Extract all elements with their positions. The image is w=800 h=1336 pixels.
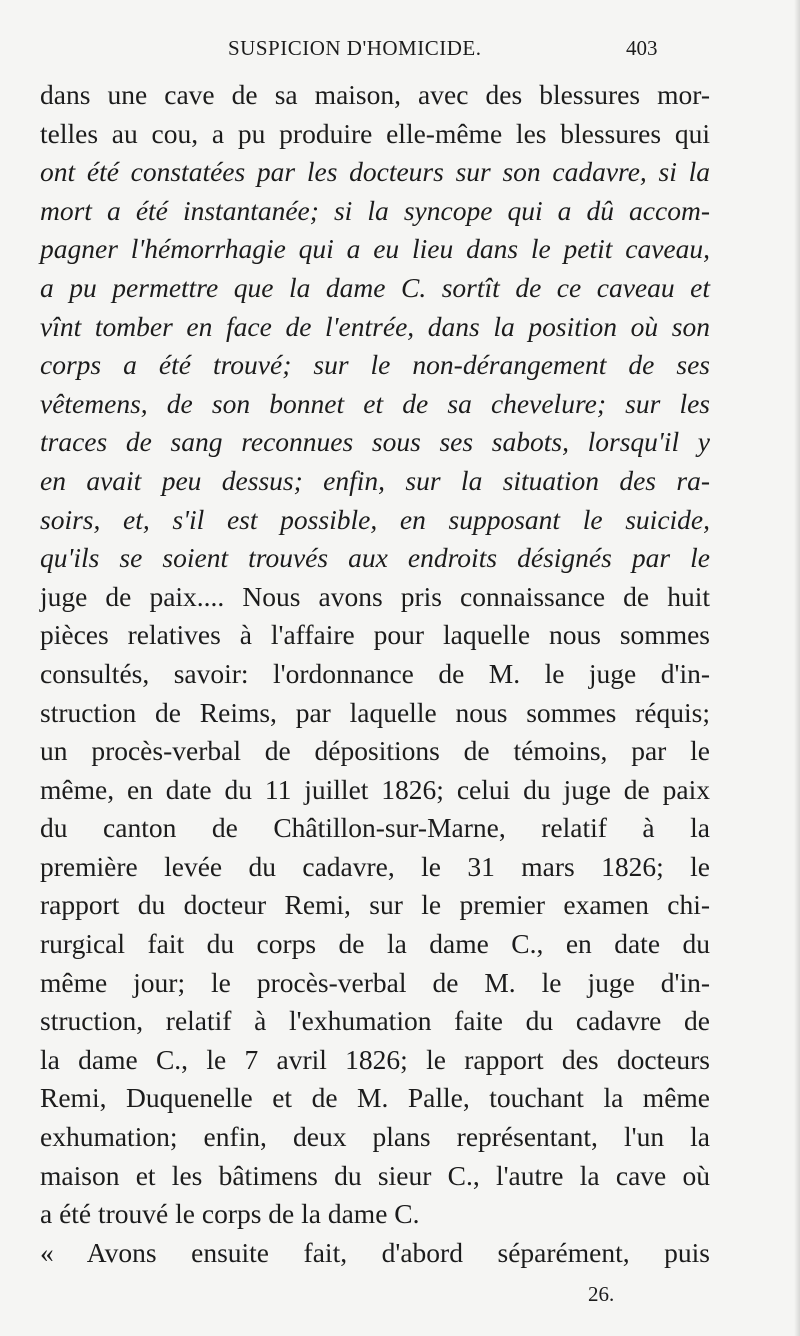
page-number: 403 xyxy=(626,36,658,60)
text-line: même, en date du 11 juillet 1826; celui du juge de paix xyxy=(40,773,710,805)
text-line: struction, relatif à l'exhumation faite du cadavre de xyxy=(40,1005,710,1037)
text-line: pagner l'hémorrhagie qui a eu lieu dans le petit caveau, xyxy=(40,233,710,265)
text-line: struction de Reims, par laquelle nous sommes réquis; xyxy=(40,696,710,728)
running-title: SUSPICION D'HOMICIDE. xyxy=(228,36,482,60)
text-line: rapport du docteur Remi, sur le premier examen chi- xyxy=(40,889,710,921)
page-edge-shadow xyxy=(794,0,800,1336)
text-line: a pu permettre que la dame C. sortît de ce caveau et xyxy=(40,271,710,303)
running-head xyxy=(0,30,800,70)
text-line: maison et les bâtimens du sieur C., l'autre la cave où xyxy=(40,1159,710,1191)
text-line: a été trouvé le corps de la dame C. xyxy=(40,1198,420,1230)
text-line: qu'ils se soient trouvés aux endroits désignés par le xyxy=(40,542,710,574)
text-line: ont été constatées par les docteurs sur son cadavre, si la xyxy=(40,156,710,188)
text-line: soirs, et, s'il est possible, en supposant le suicide, xyxy=(40,503,710,535)
text-line: en avait peu dessus; enfin, sur la situation des ra- xyxy=(40,464,710,496)
text-line: un procès-verbal de dépositions de témoins, par le xyxy=(40,735,710,767)
text-line: Remi, Duquenelle et de M. Palle, touchant la même xyxy=(40,1082,710,1114)
text-line: du canton de Châtillon-sur-Marne, relatif à la xyxy=(40,812,710,844)
text-line: telles au cou, a pu produire elle-même les blessures qui xyxy=(40,117,710,149)
body-text xyxy=(40,76,710,1272)
text-line: mort a été instantanée; si la syncope qui a dû accom- xyxy=(40,194,710,226)
text-line: rurgical fait du corps de la dame C., en date du xyxy=(40,928,710,960)
text-line: dans une cave de sa maison, avec des blessures mor- xyxy=(40,79,710,110)
text-line: consultés, savoir: l'ordonnance de M. le juge d'in- xyxy=(40,657,710,689)
signature-mark: 26. xyxy=(588,1282,615,1306)
text-line: corps a été trouvé; sur le non-dérangement de ses xyxy=(40,349,710,381)
text-line: exhumation; enfin, deux plans représentant, l'un la xyxy=(40,1121,710,1153)
text-line: vêtemens, de son bonnet et de sa chevelure; sur les xyxy=(40,387,710,419)
text-line: « Avons ensuite fait, d'abord séparément, puis xyxy=(40,1236,710,1268)
text-line: la dame C., le 7 avril 1826; le rapport des docteurs xyxy=(40,1043,710,1075)
text-line: traces de sang reconnues sous ses sabots, lorsqu'il y xyxy=(40,426,710,458)
text-line: vînt tomber en face de l'entrée, dans la position où son xyxy=(40,310,710,342)
text-line: pièces relatives à l'affaire pour laquelle nous sommes xyxy=(40,619,710,651)
text-line: juge de paix.... Nous avons pris connaissance de huit xyxy=(40,580,710,612)
text-line: même jour; le procès-verbal de M. le juge d'in- xyxy=(40,966,710,998)
text-line: première levée du cadavre, le 31 mars 1826; le xyxy=(40,850,710,882)
